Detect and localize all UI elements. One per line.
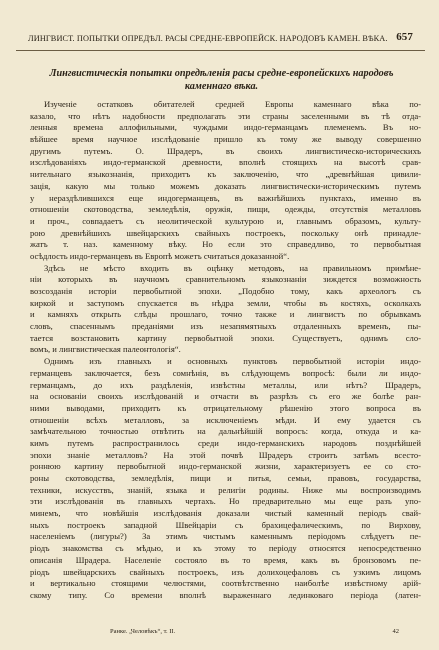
text-line: Однимъ изъ главныхъ и основныхъ пунктовъ первобытной исторіи индо- [44,356,421,367]
article-body [30,99,421,602]
running-header [16,32,425,48]
text-line: отношеніи всѣхъ металловъ, за исключеніемъ мѣди. И ему удается съ [30,414,421,425]
section-title-line-2: каменнаго вѣка. [184,81,259,92]
text-line: казало, что нѣтъ надобности предполагать эти страны заселенными въ тѣ отда- [30,110,421,121]
text-line: германцамъ, до ихъ раздѣленія, извѣстны металлы, или нѣтъ? Шрадеръ, [30,379,421,390]
text-line: эпохи знаніе металловъ? На этой почвѣ Шрадеръ строитъ затѣмъ всесто- [30,449,421,460]
text-line: осѣдлость индо-германцевъ въ Европѣ можетъ считаться доказанной“. [30,250,290,261]
text-line: киркой и заступомъ спускается въ нѣдра земли, чтобы въ костяхъ, осколкахъ [30,297,421,308]
text-line: жатъ т. наз. каменному вѣку. Но если это справедливо, то первобытная [30,239,421,250]
text-line: вѣйшее время научное изслѣдованіе пришло къ тому же выводу совершенно [30,134,421,145]
text-line: ними выводами, приходитъ къ отрицательному рѣшенію этого вопроса въ [30,402,421,413]
text-line: нительнаго языкознанія, приходитъ къ заключенію, что „древнѣйшая цивили- [30,169,421,180]
text-line: другимъ путемъ. О. Шрадеръ, въ своихъ лингвистическо-историческихъ [30,145,421,156]
text-line: отношеніи скотоводства, земледѣлія, оружія, пищи, одежды, отсутствія металловъ [30,204,421,215]
text-line: и камняхъ открыть слѣды прошлаго, точно также и лингвистъ по обрывкамъ [30,309,421,320]
text-line: возсозданія исторіи первобытной эпохи. „Подобно тому, какъ археологъ съ [30,286,421,296]
running-title: ЛИНГВИСТ. ПОПЫТКИ ОПРЕДѢЛ. РАСЫ СРЕДНЕ-ЕВРОПЕЙСК. НАРОДОВЪ КАМЕН. ВѢКА. [28,34,388,43]
text-line: ніи которыхъ въ научномъ сравнительномъ языкознаніи зиждется возможность [30,274,421,285]
text-line: роннюю картину первобытной индо-германской жизни, характеризуетъ ее со сто- [30,461,421,472]
text-line: техники, искусствъ, знаній, языка и религіи родины. Ниже мы воспроизводимъ [30,484,421,495]
text-line: ныхъ построекъ западной Швейцаріи съ брахицефалическимъ, по Вирхову, [30,519,421,530]
page-number: 657 [396,31,413,43]
text-line: ріодъ швейцарскихъ свайныхъ построекъ, изъ долихоцефаловъ съ узкимъ лицомъ [30,566,421,577]
text-line: скому типу. Со времени вполнѣ выраженнаго лединковаго періода (латен- [30,589,421,600]
text-line: у нераздѣлившихся еще индогерманцевъ, въ важнѣйшихъ пунктахъ, именно въ [30,192,421,203]
text-line: минемъ, что новѣйшія изслѣдованія доказали чистый каменный періодъ свай- [30,508,421,519]
text-line: германцевъ заключается, безъ сомнѣнія, въ слѣдующемъ вопросѣ: были ли индо- [30,367,421,378]
footer-sheet-number: 42 [392,628,399,635]
text-line: замѣчательною точностью отвѣтить на дальнѣйшій вопросъ: когда, откуда и ка- [30,426,421,437]
text-line: ленныя времена аллофильными, чуждыми индо-германцамъ племенемъ. Въ но- [30,122,421,133]
text-line: эти изслѣдованія въ главныхъ чертахъ. Но предварительно мы еще разъ упо- [30,496,421,507]
text-line: Здѣсь не мѣсто входить въ оцѣнку методовъ, на правильномъ примѣне- [44,262,421,273]
text-line: рою древнѣйшихъ швейцарскихъ свайныхъ построекъ, поскольку онѣ принадле- [30,227,421,238]
text-line: тается возстановить картину первобытной эпохи. Существуетъ, однимъ сло- [30,332,421,343]
text-line: на основаніи своихъ изслѣдованій и отчасти въ разрѣзъ съ его же болѣе ран- [30,391,421,402]
text-line: Изученіе остатковъ обитателей средней Европы каменнаго вѣка по- [44,99,421,109]
text-line: кимъ путемъ распространилось среди индо-германскихъ народовъ позднѣйшей [30,437,421,448]
text-line: словъ, спасеннымъ преданіями изъ незапямятныхъ отдаленныхъ временъ, пы- [30,321,421,332]
section-title-line-1: Лингвистическія попытки опредѣленія расы средне-европейскихъ народовъ [49,68,394,79]
text-line: описанія Шрадера. Населеніе состояло въ то время, какъ въ бронзовомъ пе- [30,554,421,565]
text-line: вомъ, и лингвистическая палеонтологія“. [30,344,181,355]
section-title [18,67,425,93]
footer-signature: Ранке. „Человѣкъ“, т. II. [110,628,176,635]
text-line: населеніемъ (лигуры?) За этимъ чистымъ каменнымъ періодомъ слѣдуетъ пе- [30,531,421,542]
text-line: и проч., совпадаетъ съ неолитической культурою и, главнымъ образомъ, культу- [30,215,421,226]
text-line: зація, какую мы только можемъ доказать лингвистически-историческимъ путемъ [30,180,421,191]
header-rule [16,50,425,51]
text-line: и вертикально стоящими челюстями, соотвѣтственно наиболѣе извѣстному арій- [30,578,421,589]
text-line: роны скотоводства, земледѣлія, пищи и питья, семьи, правовъ, государства, [30,473,421,483]
text-line: ріодъ знакомства съ мѣдью, и къ этому то періоду относятся непосредственно [30,543,421,554]
text-line: изслѣдованіяхъ индо-германской древности, вполнѣ стоящихъ на высотѣ срав- [30,157,421,168]
